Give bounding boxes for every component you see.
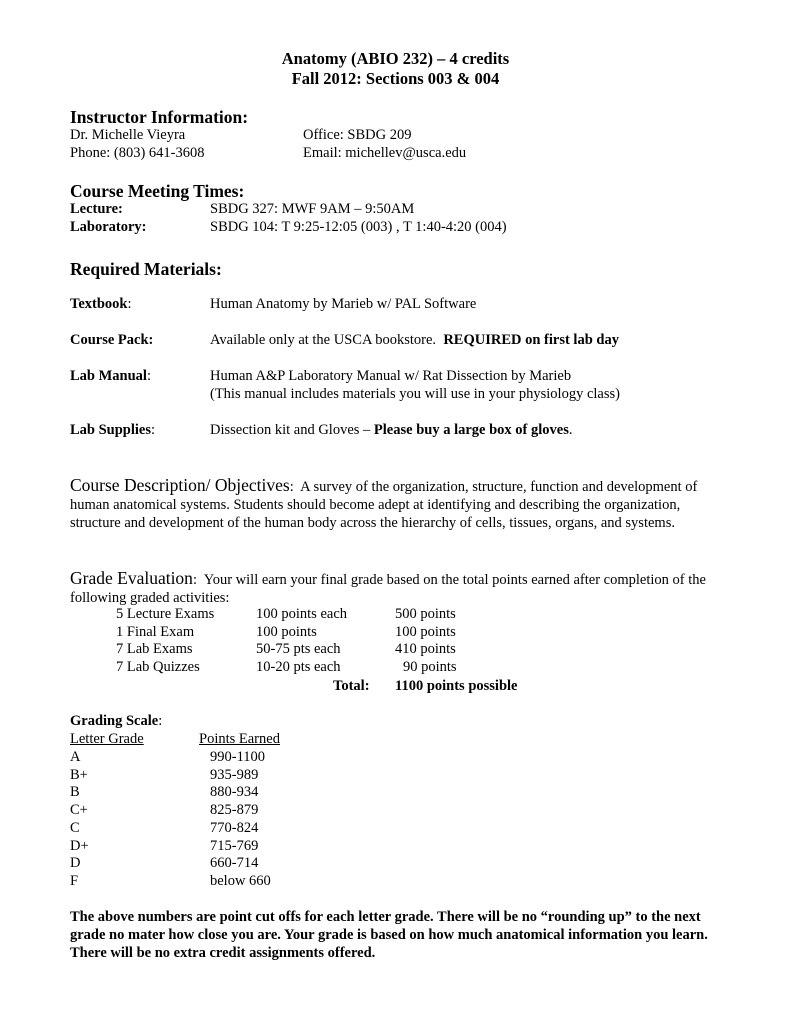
- grade-eval-heading: Grade Evaluation: [70, 568, 193, 588]
- coursepack-value: Available only at the USCA bookstore.: [210, 332, 437, 348]
- lab-value: SBDG 104: T 9:25-12:05 (003) , T 1:40-4:20 (004): [210, 219, 507, 235]
- scale-letter: B+: [70, 767, 88, 783]
- scale-points: 825-879: [210, 802, 259, 818]
- lecture-value: SBDG 327: MWF 9AM – 9:50AM: [210, 201, 415, 217]
- labsupplies-label: Lab Supplies: [70, 422, 152, 438]
- eval-item: 1 Final Exam: [116, 624, 195, 640]
- meeting-heading: Course Meeting Times:: [70, 181, 245, 201]
- labmanual-value-2: (This manual includes materials you will use in your physiology class): [210, 386, 620, 402]
- scale-points: 880-934: [210, 784, 259, 800]
- description-paragraph: [70, 476, 730, 532]
- course-term: Fall 2012: Sections 003 & 004: [291, 69, 500, 88]
- labmanual-value-1: Human A&P Laboratory Manual w/ Rat Dissection by Marieb: [210, 368, 572, 384]
- eval-total: 90 points: [403, 659, 457, 675]
- labmanual-label-wrap: [70, 368, 151, 385]
- description-heading: Course Description/ Objectives: [70, 475, 290, 495]
- labmanual-label: Lab Manual: [70, 368, 147, 384]
- labsupplies-gloves: Please buy a large box of gloves: [373, 422, 569, 438]
- scale-letter: D+: [70, 838, 89, 854]
- course-title: Anatomy (ABIO 232) – 4 credits: [281, 49, 510, 68]
- textbook-label: Textbook: [70, 296, 128, 312]
- coursepack-value-wrap: [210, 332, 619, 349]
- instructor-name: Dr. Michelle Vieyra: [70, 127, 186, 143]
- eval-total: 100 points: [395, 624, 456, 640]
- scale-points: 660-714: [210, 855, 259, 871]
- eval-total-label: Total:: [333, 678, 370, 694]
- materials-heading: Required Materials:: [70, 259, 222, 279]
- instructor-phone: Phone: (803) 641-3608: [70, 145, 205, 161]
- labsupplies-value-wrap: [210, 422, 572, 439]
- points-earned-header: Points Earned: [199, 731, 280, 747]
- description-colon: :: [289, 479, 294, 495]
- textbook-colon: :: [127, 296, 132, 312]
- labsupplies-value: Dissection kit and Gloves –: [210, 422, 371, 438]
- scale-points: 715-769: [210, 838, 259, 854]
- eval-per: 50-75 pts each: [256, 641, 341, 657]
- scale-letter: C: [70, 820, 80, 836]
- lecture-label: Lecture:: [70, 201, 123, 217]
- grade-eval-colon: :: [192, 572, 197, 588]
- eval-item: 7 Lab Quizzes: [116, 659, 200, 675]
- letter-grade-header: Letter Grade: [70, 731, 144, 747]
- scale-letter: C+: [70, 802, 88, 818]
- lab-label: Laboratory:: [70, 219, 147, 235]
- scale-letter: B: [70, 784, 80, 800]
- scale-letter: D: [70, 855, 81, 871]
- scale-points: 935-989: [210, 767, 259, 783]
- grading-policy-note: The above numbers are point cut offs for each letter grade. There will be no “rounding up” to the next grade no mater how close you are. Your grade is based on how much anatomical information you learn. There will be no extra credit assignments offered.: [70, 909, 708, 961]
- labsupplies-label-wrap: [70, 422, 155, 439]
- textbook-value: Human Anatomy by Marieb w/ PAL Software: [210, 296, 477, 312]
- scale-points: 770-824: [210, 820, 259, 836]
- eval-total: 500 points: [395, 606, 456, 622]
- scale-letter: A: [70, 749, 81, 765]
- scale-points: 990-1100: [210, 749, 266, 765]
- labsupplies-colon: :: [151, 422, 156, 438]
- eval-per: 10-20 pts each: [256, 659, 341, 675]
- grade-eval-paragraph: [70, 569, 730, 607]
- grading-scale-heading: Grading Scale: [70, 713, 159, 729]
- grade-eval-text: Your will earn your final grade based on the total points earned after completion of the following graded activities:: [70, 572, 706, 606]
- labsupplies-period: .: [568, 422, 573, 438]
- instructor-email: Email: michellev@usca.edu: [303, 145, 467, 161]
- eval-per: 100 points each: [256, 606, 348, 622]
- coursepack-label: Course Pack:: [70, 332, 154, 348]
- scale-points: below 660: [210, 873, 271, 889]
- eval-item: 5 Lecture Exams: [116, 606, 215, 622]
- grading-scale-colon: :: [158, 713, 163, 729]
- labmanual-colon: :: [146, 368, 151, 384]
- eval-item: 7 Lab Exams: [116, 641, 193, 657]
- coursepack-required: REQUIRED on first lab day: [443, 332, 619, 348]
- eval-total-value: 1100 points possible: [395, 678, 518, 694]
- eval-per: 100 points: [256, 624, 317, 640]
- grading-scale-heading-wrap: [70, 713, 162, 730]
- textbook-label-wrap: [70, 296, 132, 313]
- scale-letter: F: [70, 873, 79, 889]
- instructor-office: Office: SBDG 209: [303, 127, 412, 143]
- eval-total: 410 points: [395, 641, 456, 657]
- description-text: A survey of the organization, structure, function and development of human anatomical systems. Students should become adept at identifying and describing the organization, structure and development of the human body across the hierarchy of cells, tissues, organs, and systems.: [70, 479, 698, 531]
- instructor-heading: Instructor Information:: [70, 107, 249, 127]
